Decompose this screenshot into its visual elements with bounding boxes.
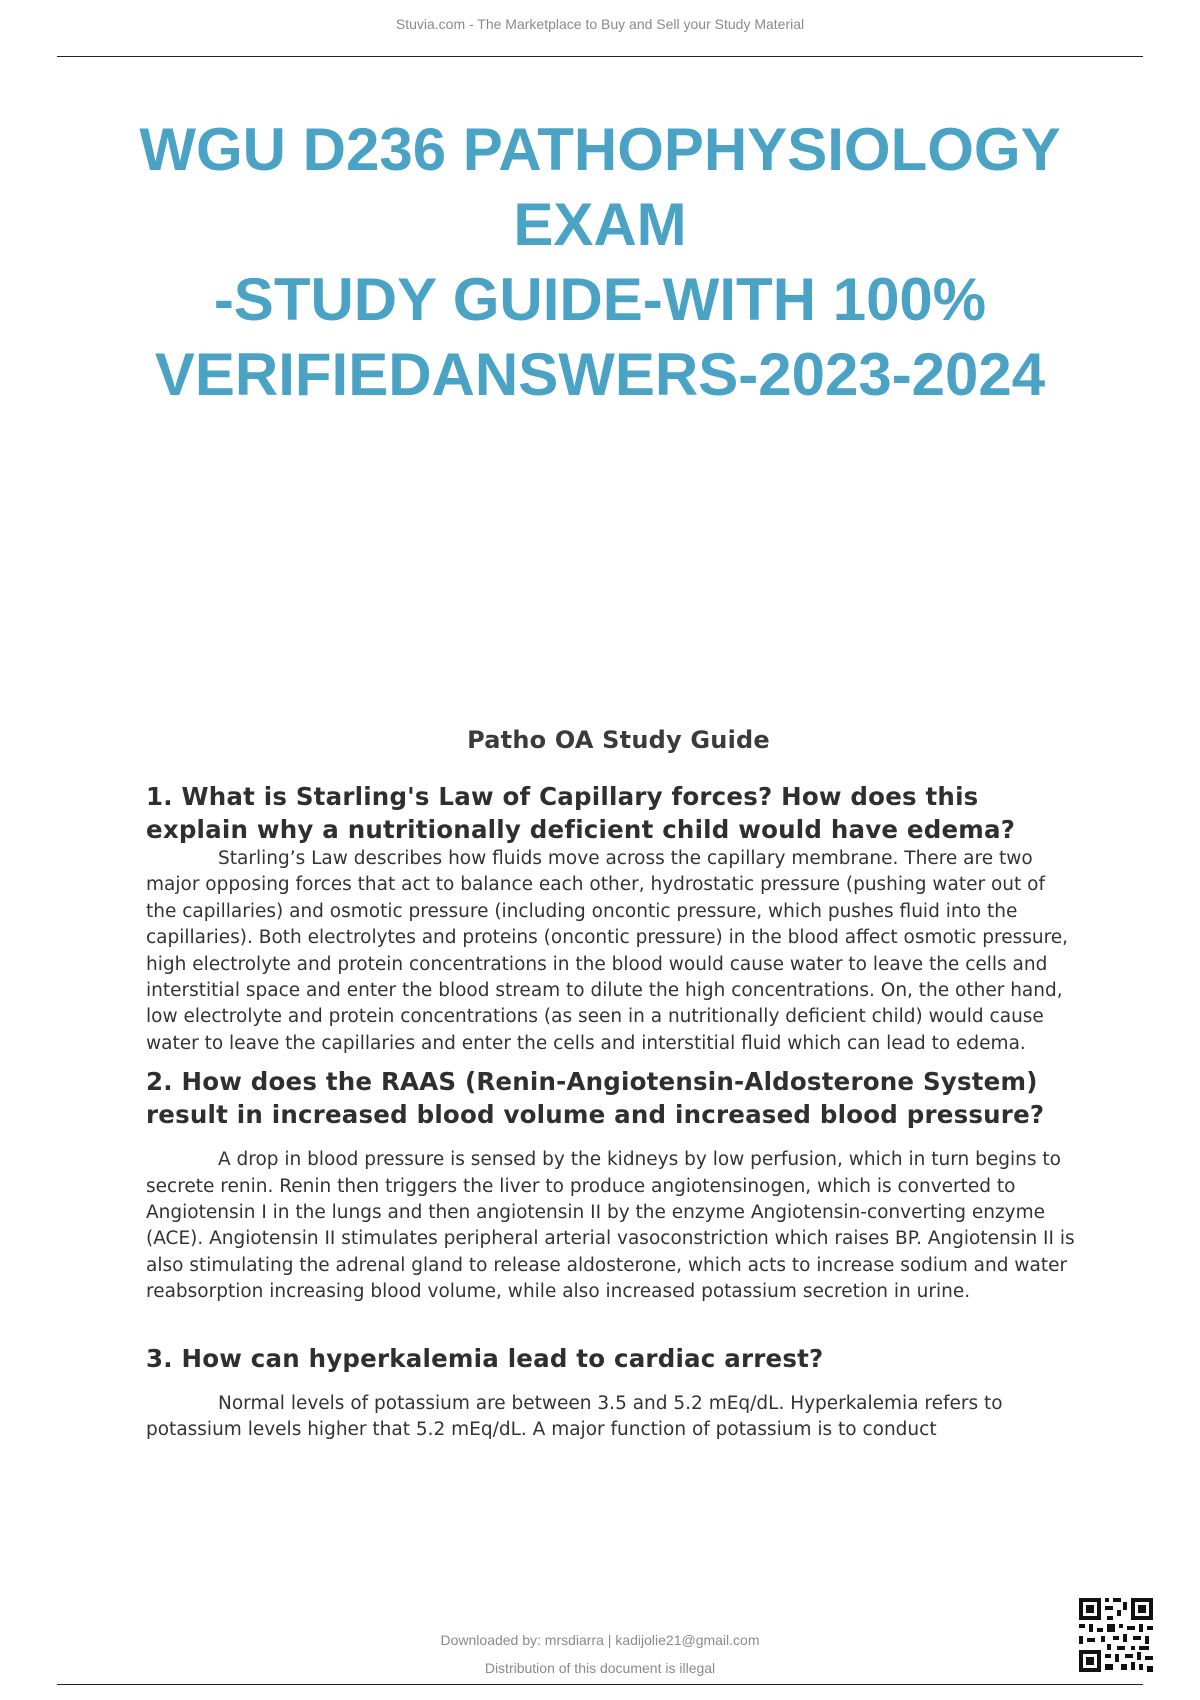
qr-code-icon [1077,1596,1155,1674]
answer-paragraph: Starling’s Law describes how fluids move across the capillary membrane. There are two major opposing forces that act to balance each other, hydrostatic pressure (pushing water out of the capillaries) and osmotic pressure (including oncontic pressure, which pushes fluid into the capillaries). Both electrolytes and proteins (oncontic pressure) in the blood affect osmotic pressure, high electrolyte and protein concentrations in the blood would cause water to leave the cells and interstitial space and enter the blood stream to dilute the high concentrations. On, the other hand, low electrolyte and protein concentrations (as seen in a nutritionally deficient child) would cause water to leave the capillaries and enter the cells and interstitial fluid which can lead to edema. [146,848,1069,1054]
title-line: -STUDY GUIDE-WITH 100% [213,266,987,333]
title-line: WGU D236 PATHOPHYSIOLOGY [139,116,1061,183]
question-heading: 3. How can hyperkalemia lead to cardiac arrest? [146,1343,824,1373]
document-title [80,112,1120,412]
distribution-notice: Distribution of this document is illegal [484,1660,716,1676]
question-heading: 2. How does the RAAS (Renin-Angiotensin-Aldosterone System) result in increased blood volume and increased blood pressure? [146,1067,1045,1130]
answer-paragraph: A drop in blood pressure is sensed by the kidneys by low perfusion, which in turn begins to secrete renin. Renin then triggers the liver to produce angiotensinogen, which is converted to Angiotensin I in the lungs and then angiotensin II by the enzyme Angiotensin-converting enzyme (ACE). Angiotensin II stimulates peripheral arterial vasoconstriction which raises BP. Angiotensin II is also stimulating the adrenal gland to release aldosterone, which acts to increase sodium and water reabsorption increasing blood volume, while also increased potassium secretion in urine. [146,1149,1075,1303]
footer-divider [57,1684,1143,1685]
title-line: VERIFIEDANSWERS-2023-2024 [154,341,1046,408]
download-info: Downloaded by: mrsdiarra | kadijolie21@gmail.com [440,1632,760,1648]
guide-heading: Patho OA Study Guide [467,726,770,754]
answer-paragraph: Normal levels of potassium are between 3.5 and 5.2 mEq/dL. Hyperkalemia refers to potassium levels higher that 5.2 mEq/dL. A major function of potassium is to conduct [146,1392,1003,1441]
source-header: Stuvia.com - The Marketplace to Buy and Sell your Study Material [395,16,805,32]
title-line: EXAM [513,191,687,258]
study-guide-content [146,726,1081,1444]
header-divider [57,56,1143,57]
question-heading: 1. What is Starling's Law of Capillary forces? How does this explain why a nutritionally deficient child would have edema? [146,782,1016,844]
